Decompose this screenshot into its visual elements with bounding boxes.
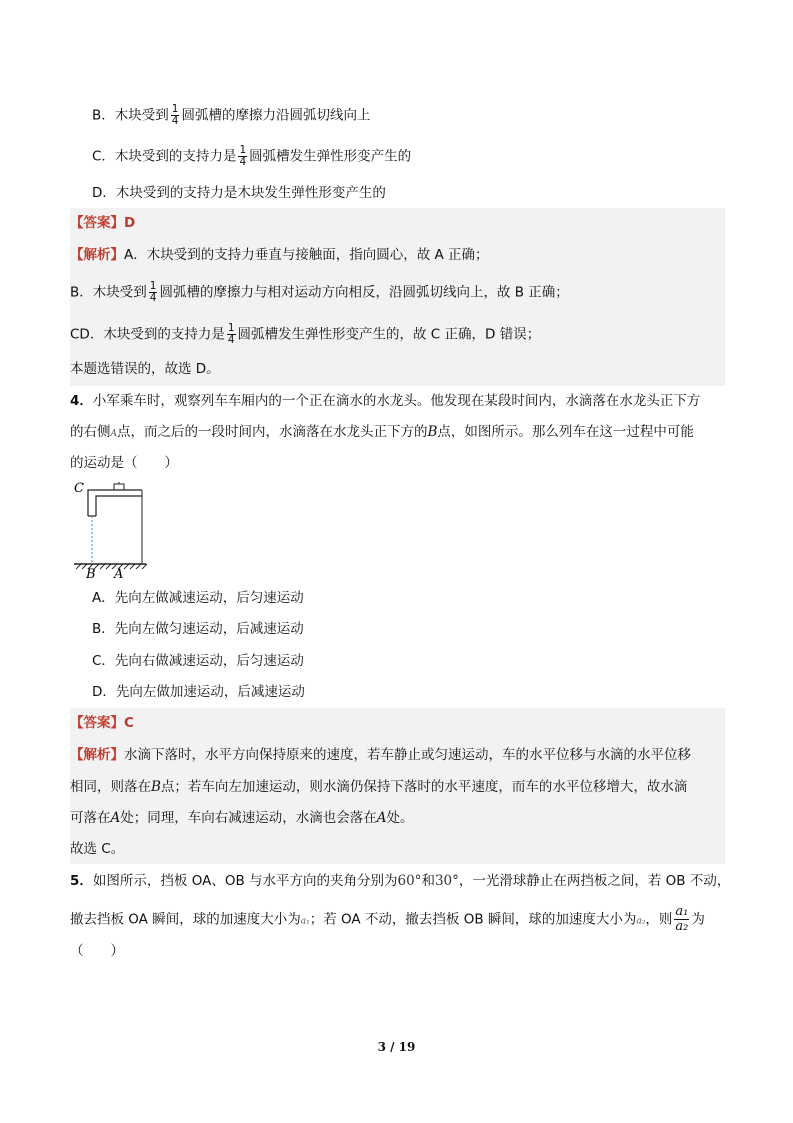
label-a: A (114, 567, 124, 578)
q3-analysis-b: B．木块受到 $\frac{1}{4}$ 圆弧槽的摩擦力与相对运动方向相反，沿圆弧切线向上，故 B 正确； (70, 280, 569, 304)
q3-analysis-cd: CD．木块受到的支持力是 $\frac{1}{4}$ 圆弧槽发生弹性形变产生的，故 C 正确，D 错误； (70, 322, 541, 346)
q5-stem-line-2: 撤去挡板 OA 瞬间，球的加速度大小为a₁；若 OA 不动，撤去挡板 OB 瞬间，球的加速度大小为a₂，则 $\frac{\text{a₁}}{\text{a₂}}$ 为 (70, 904, 705, 934)
acceleration-ratio: $\frac{\text{a₁}}{\text{a₂}}$ (675, 904, 689, 934)
q4-option-d: D．先向左做加速运动，后减速运动 (92, 684, 305, 700)
q5-stem-line-3: （ ） (70, 943, 124, 959)
q4-analysis-line-1: 【解析】水滴下落时，水平方向保持原来的速度，若车静止或匀速运动，车的水平位移与水滴的水平位移 (70, 747, 691, 763)
q3-answer: 【答案】D (70, 215, 136, 231)
q4-option-c: C．先向右做减速运动，后匀速运动 (92, 653, 304, 669)
fraction-quarter: $\frac{1}{4}$ (149, 280, 157, 304)
q4-answer: 【答案】C (70, 715, 134, 731)
label-c: C (74, 481, 84, 496)
q4-analysis-line-2: 相同，则落在B点；若车向左加速运动，则水滴仍保持下落时的水平速度，而车的水平位移增大，故水滴 (70, 779, 688, 795)
q4-analysis-line-3: 可落在A处；同理，车向右减速运动，水滴也会落在A处。 (70, 810, 414, 826)
fraction-quarter: $\frac{1}{4}$ (239, 144, 247, 168)
q4-stem-line-2: 的右侧A点，而之后的一段时间内，水滴落在水龙头正下方的B点，如图所示。那么列车在这一过程中可能 (70, 424, 694, 440)
q3-option-c: C．木块受到的支持力是 $\frac{1}{4}$ 圆弧槽发生弹性形变产生的 (92, 144, 412, 168)
q4-option-b: B．先向左做匀速运动，后减速运动 (92, 621, 304, 637)
label-b: B (86, 567, 96, 578)
q4-conclusion: 故选 C。 (70, 841, 125, 857)
faucet-diagram (68, 478, 158, 578)
q3-option-d: D．木块受到的支持力是木块发生弹性形变产生的 (92, 185, 386, 201)
fraction-quarter: $\frac{1}{4}$ (227, 322, 235, 346)
q3-option-b: B．木块受到 $\frac{1}{4}$ 圆弧槽的摩擦力沿圆弧切线向上 (92, 103, 371, 127)
q3-conclusion: 本题选错误的，故选 D。 (70, 361, 220, 377)
page-number: 3 / 19 (377, 1040, 416, 1054)
q4-option-a: A．先向左做减速运动，后匀速运动 (92, 590, 304, 606)
q4-stem-line-1: 4．小军乘车时，观察列车车厢内的一个正在滴水的水龙头。他发现在某段时间内，水滴落在水龙头正下方 (70, 393, 701, 409)
q5-stem-line-1: 5．如图所示，挡板 OA、OB 与水平方向的夹角分别为60°和30°，一光滑球静止在两挡板之间，若 OB 不动， (70, 873, 731, 889)
q4-stem-line-3: 的运动是（ ） (70, 455, 178, 471)
fraction-quarter: $\frac{1}{4}$ (171, 103, 179, 127)
q3-analysis-a: 【解析】A．木块受到的支持力垂直与接触面，指向圆心，故 A 正确； (70, 247, 489, 263)
